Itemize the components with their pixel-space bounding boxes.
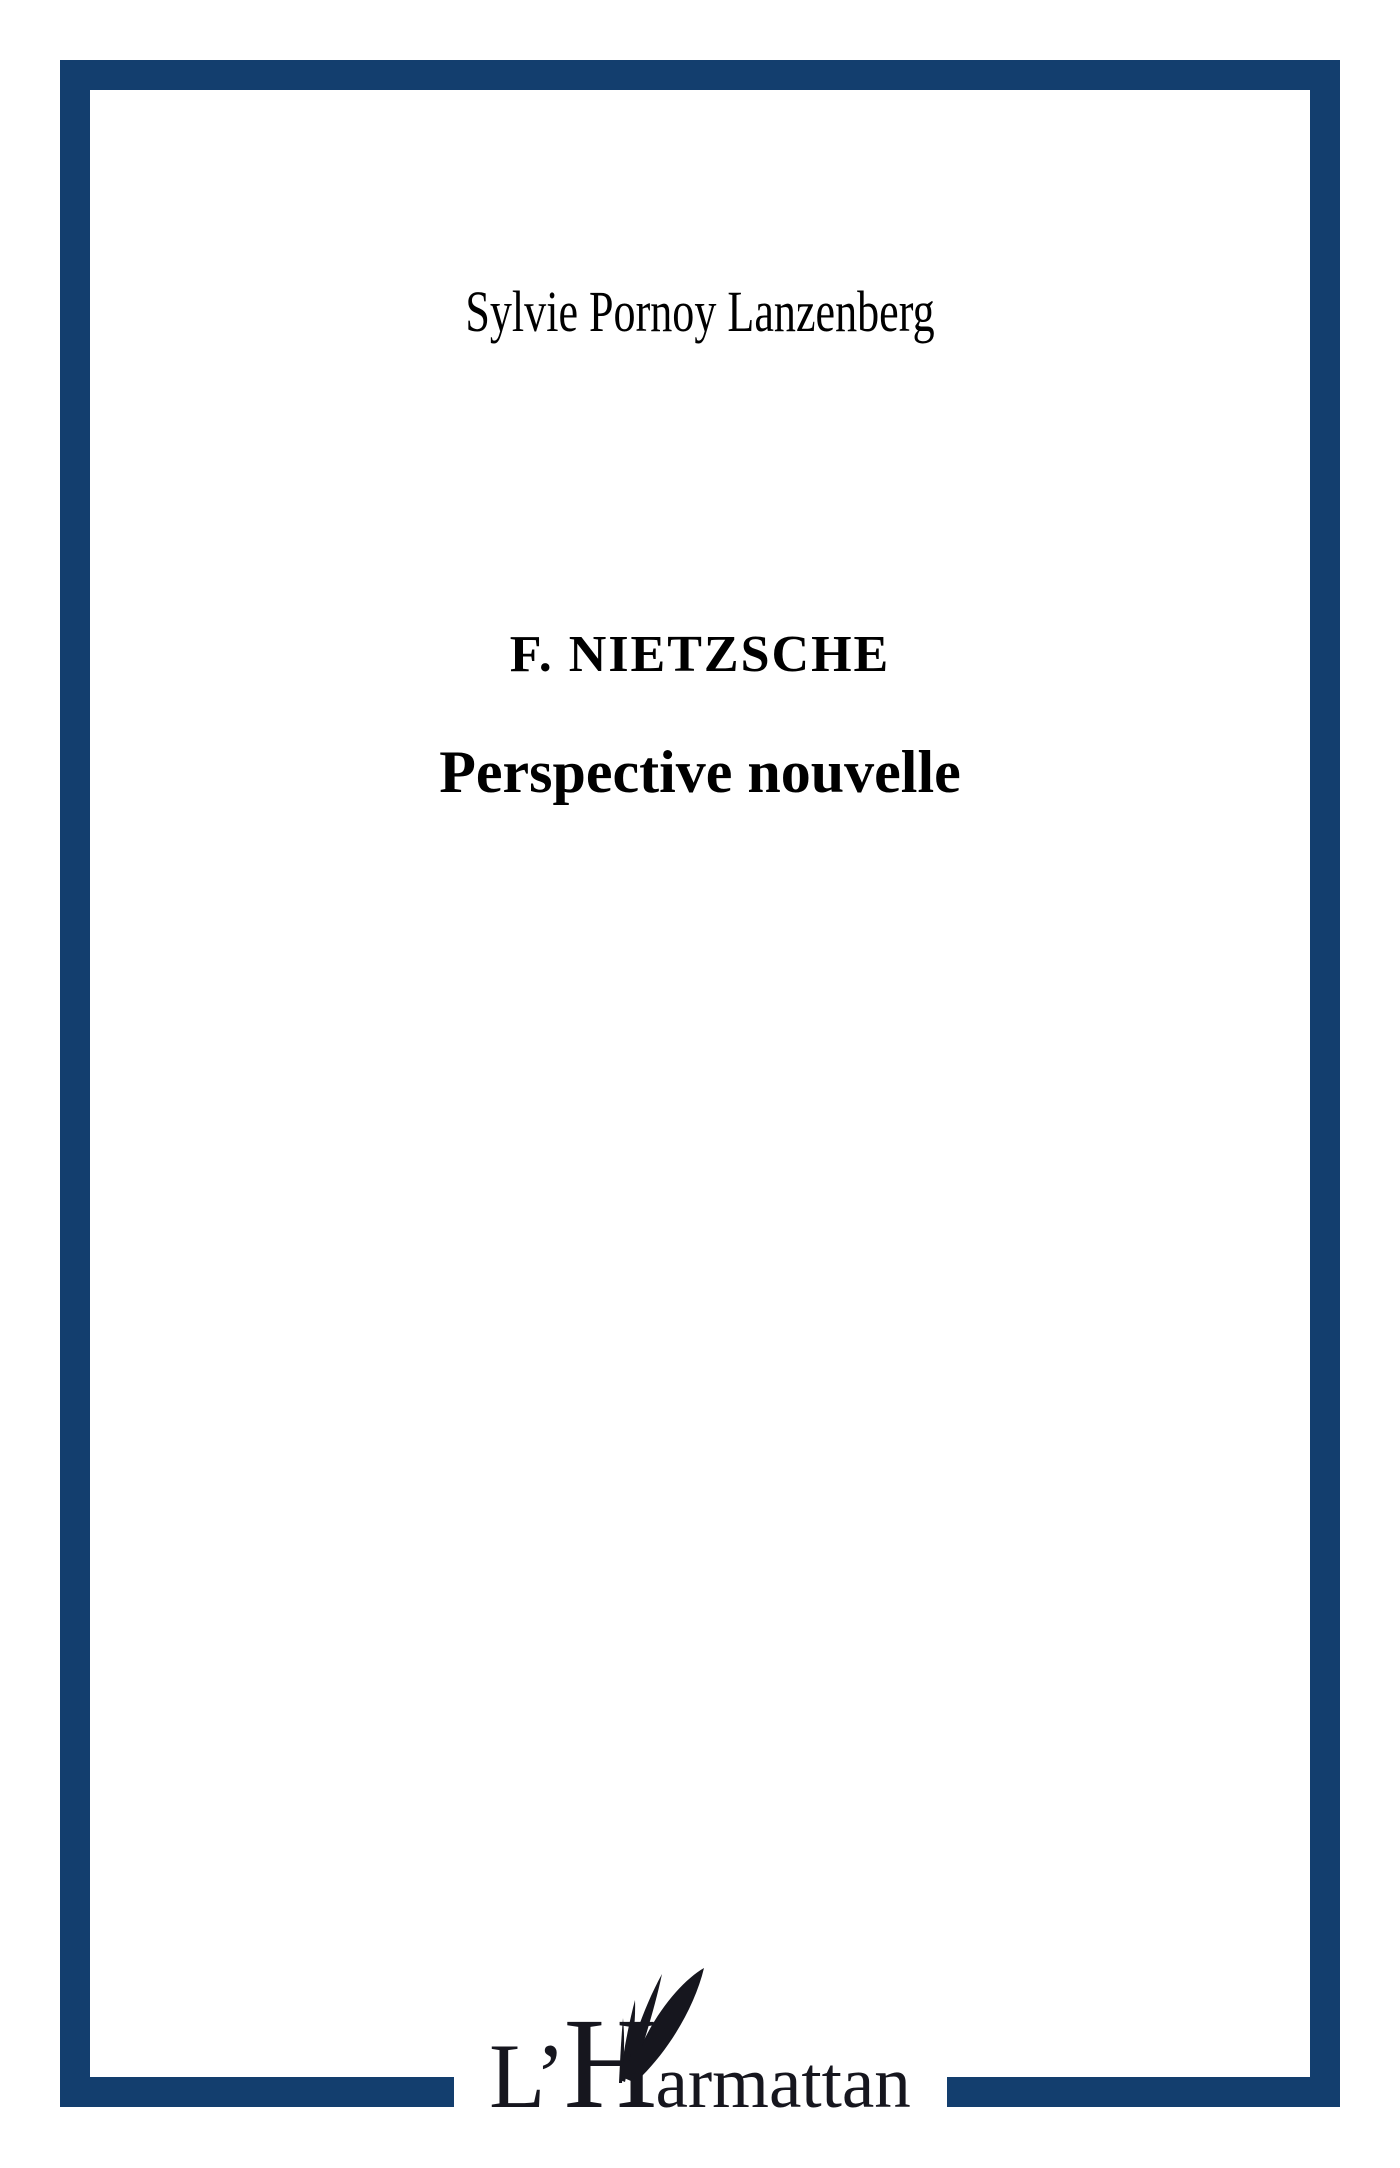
frame-right-border xyxy=(1310,60,1340,2107)
author-name: Sylvie Pornoy Lanzenberg xyxy=(465,279,935,344)
frame-top-border xyxy=(60,60,1340,90)
frame-left-border xyxy=(60,60,90,2107)
book-subtitle: Perspective nouvelle xyxy=(439,739,961,805)
book-title: F. NIETZSCHE xyxy=(509,626,891,683)
publisher-logo xyxy=(0,1992,1400,2136)
publisher-logo-rest: armattan xyxy=(655,2042,911,2123)
publisher-logo-prefix: L’ xyxy=(489,2025,564,2127)
publisher-logo-capital-h: H xyxy=(563,1992,656,2136)
